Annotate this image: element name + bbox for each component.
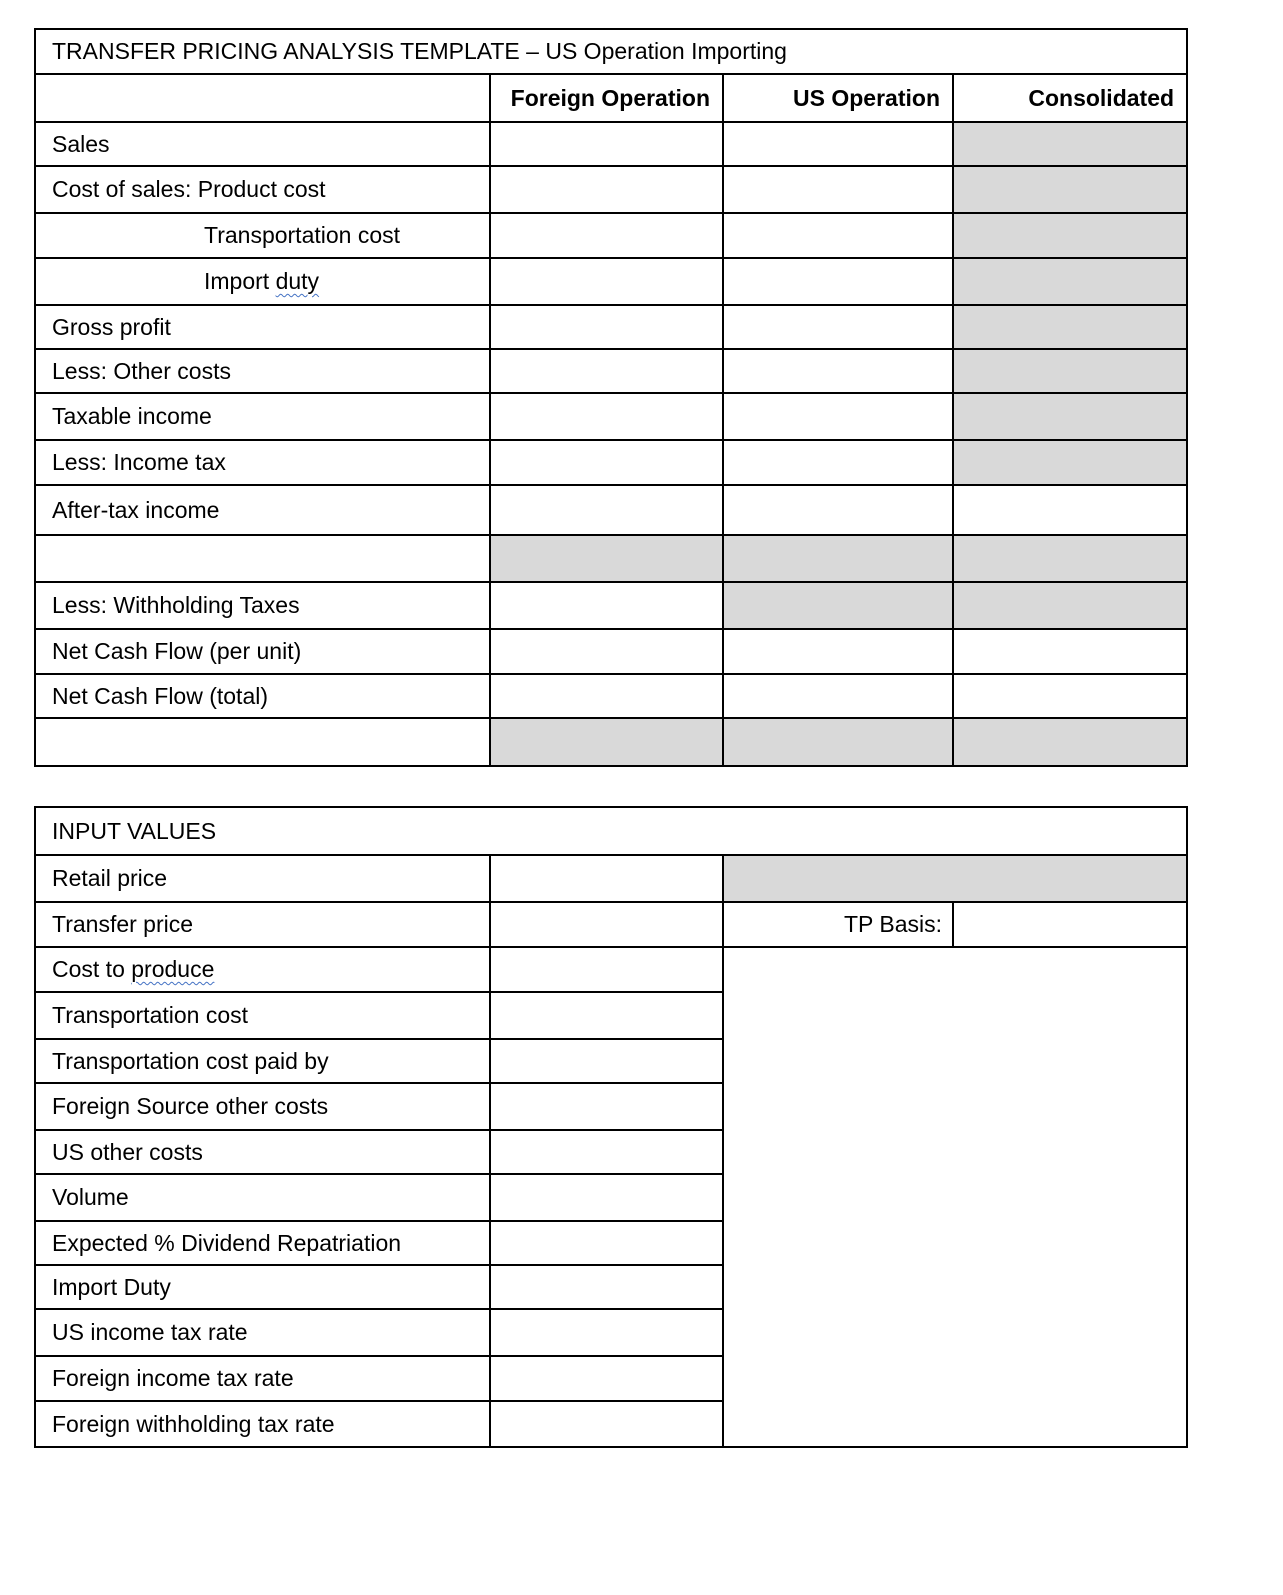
row-label: Sales (35, 122, 490, 166)
row-other-costs (35, 349, 1187, 393)
foreign-cell[interactable] (490, 213, 723, 258)
foreign-cell (490, 535, 723, 582)
row-label: Taxable income (35, 393, 490, 440)
consolidated-cell[interactable] (953, 674, 1187, 718)
row-net-cash-flow-total (35, 674, 1187, 718)
consolidated-cell (953, 393, 1187, 440)
us-cell[interactable] (723, 485, 953, 535)
spellcheck-word: produce (131, 956, 215, 982)
consolidated-cell (953, 213, 1187, 258)
input-cell[interactable] (490, 1265, 723, 1309)
foreign-cell[interactable] (490, 582, 723, 629)
row-label: Transportation cost (35, 213, 490, 258)
foreign-cell[interactable] (490, 629, 723, 674)
row-label (35, 718, 490, 766)
us-cell[interactable] (723, 305, 953, 349)
row-after-tax-income (35, 485, 1187, 535)
transfer-pricing-analysis-table (34, 28, 1188, 767)
row-spacer (35, 535, 1187, 582)
us-cell[interactable] (723, 629, 953, 674)
row-gross-profit (35, 305, 1187, 349)
foreign-cell[interactable] (490, 258, 723, 305)
consolidated-cell (953, 305, 1187, 349)
row-label: Less: Income tax (35, 440, 490, 485)
consolidated-cell (953, 718, 1187, 766)
header-blank-cell (35, 74, 490, 122)
consolidated-cell (953, 440, 1187, 485)
foreign-cell (490, 718, 723, 766)
input-cell[interactable] (490, 947, 723, 992)
row-cost-to-produce (35, 947, 1187, 992)
row-label: Retail price (35, 855, 490, 902)
input-values-title: INPUT VALUES (35, 807, 1187, 855)
us-cell (723, 582, 953, 629)
tp-basis-input[interactable] (953, 902, 1187, 947)
us-cell[interactable] (723, 393, 953, 440)
row-cost-of-sales-product (35, 166, 1187, 213)
row-label: Net Cash Flow (total) (35, 674, 490, 718)
foreign-cell[interactable] (490, 393, 723, 440)
input-values-table (34, 806, 1188, 1448)
consolidated-cell (953, 258, 1187, 305)
tp-basis-label: TP Basis: (723, 902, 953, 947)
consolidated-cell (953, 535, 1187, 582)
row-label: Foreign Source other costs (35, 1083, 490, 1130)
blank-notes-area (723, 947, 1187, 1447)
row-net-cash-flow-unit (35, 629, 1187, 674)
row-label: Foreign withholding tax rate (35, 1401, 490, 1447)
us-cell[interactable] (723, 674, 953, 718)
row-retail-price (35, 855, 1187, 902)
row-label (35, 947, 490, 992)
row-label: After-tax income (35, 485, 490, 535)
input-cell[interactable] (490, 1083, 723, 1130)
col-header-us-operation: US Operation (723, 74, 953, 122)
shaded-cell (723, 855, 1187, 902)
label-prefix: Cost to (52, 956, 132, 982)
input-cell[interactable] (490, 855, 723, 902)
row-label: Volume (35, 1174, 490, 1221)
row-income-tax (35, 440, 1187, 485)
foreign-cell[interactable] (490, 305, 723, 349)
us-cell (723, 718, 953, 766)
input-cell[interactable] (490, 992, 723, 1039)
row-taxable-income (35, 393, 1187, 440)
analysis-title: TRANSFER PRICING ANALYSIS TEMPLATE – US Operation Importing (35, 29, 1187, 74)
us-cell (723, 535, 953, 582)
row-spacer (35, 718, 1187, 766)
row-transfer-price (35, 902, 1187, 947)
foreign-cell[interactable] (490, 166, 723, 213)
row-label: US income tax rate (35, 1309, 490, 1356)
foreign-cell[interactable] (490, 349, 723, 393)
consolidated-cell (953, 349, 1187, 393)
row-label: Expected % Dividend Repatriation (35, 1221, 490, 1265)
us-cell[interactable] (723, 122, 953, 166)
input-cell[interactable] (490, 902, 723, 947)
row-import-duty (35, 258, 1187, 305)
row-label: Transportation cost (35, 992, 490, 1039)
row-label (35, 258, 490, 305)
row-label (35, 535, 490, 582)
input-cell[interactable] (490, 1221, 723, 1265)
us-cell[interactable] (723, 258, 953, 305)
row-label: US other costs (35, 1130, 490, 1174)
foreign-cell[interactable] (490, 674, 723, 718)
row-label: Less: Other costs (35, 349, 490, 393)
input-cell[interactable] (490, 1401, 723, 1447)
foreign-cell[interactable] (490, 485, 723, 535)
row-label: Cost of sales: Product cost (35, 166, 490, 213)
input-cell[interactable] (490, 1309, 723, 1356)
label-prefix: Import (204, 268, 276, 294)
row-transportation-cost (35, 213, 1187, 258)
row-label: Gross profit (35, 305, 490, 349)
input-cell[interactable] (490, 1356, 723, 1401)
row-withholding-taxes (35, 582, 1187, 629)
input-cell[interactable] (490, 1174, 723, 1221)
row-sales (35, 122, 1187, 166)
us-cell[interactable] (723, 349, 953, 393)
consolidated-cell[interactable] (953, 485, 1187, 535)
row-label: Foreign income tax rate (35, 1356, 490, 1401)
foreign-cell[interactable] (490, 440, 723, 485)
row-label: Transportation cost paid by (35, 1039, 490, 1083)
consolidated-cell (953, 166, 1187, 213)
us-cell[interactable] (723, 166, 953, 213)
foreign-cell[interactable] (490, 122, 723, 166)
consolidated-cell (953, 122, 1187, 166)
spellcheck-word: duty (275, 268, 320, 294)
row-label: Import Duty (35, 1265, 490, 1309)
col-header-foreign-operation: Foreign Operation (490, 74, 723, 122)
consolidated-cell[interactable] (953, 629, 1187, 674)
row-label: Transfer price (35, 902, 490, 947)
row-label: Less: Withholding Taxes (35, 582, 490, 629)
us-cell[interactable] (723, 213, 953, 258)
us-cell[interactable] (723, 440, 953, 485)
input-cell[interactable] (490, 1039, 723, 1083)
consolidated-cell (953, 582, 1187, 629)
input-cell[interactable] (490, 1130, 723, 1174)
row-label: Net Cash Flow (per unit) (35, 629, 490, 674)
col-header-consolidated: Consolidated (953, 74, 1187, 122)
